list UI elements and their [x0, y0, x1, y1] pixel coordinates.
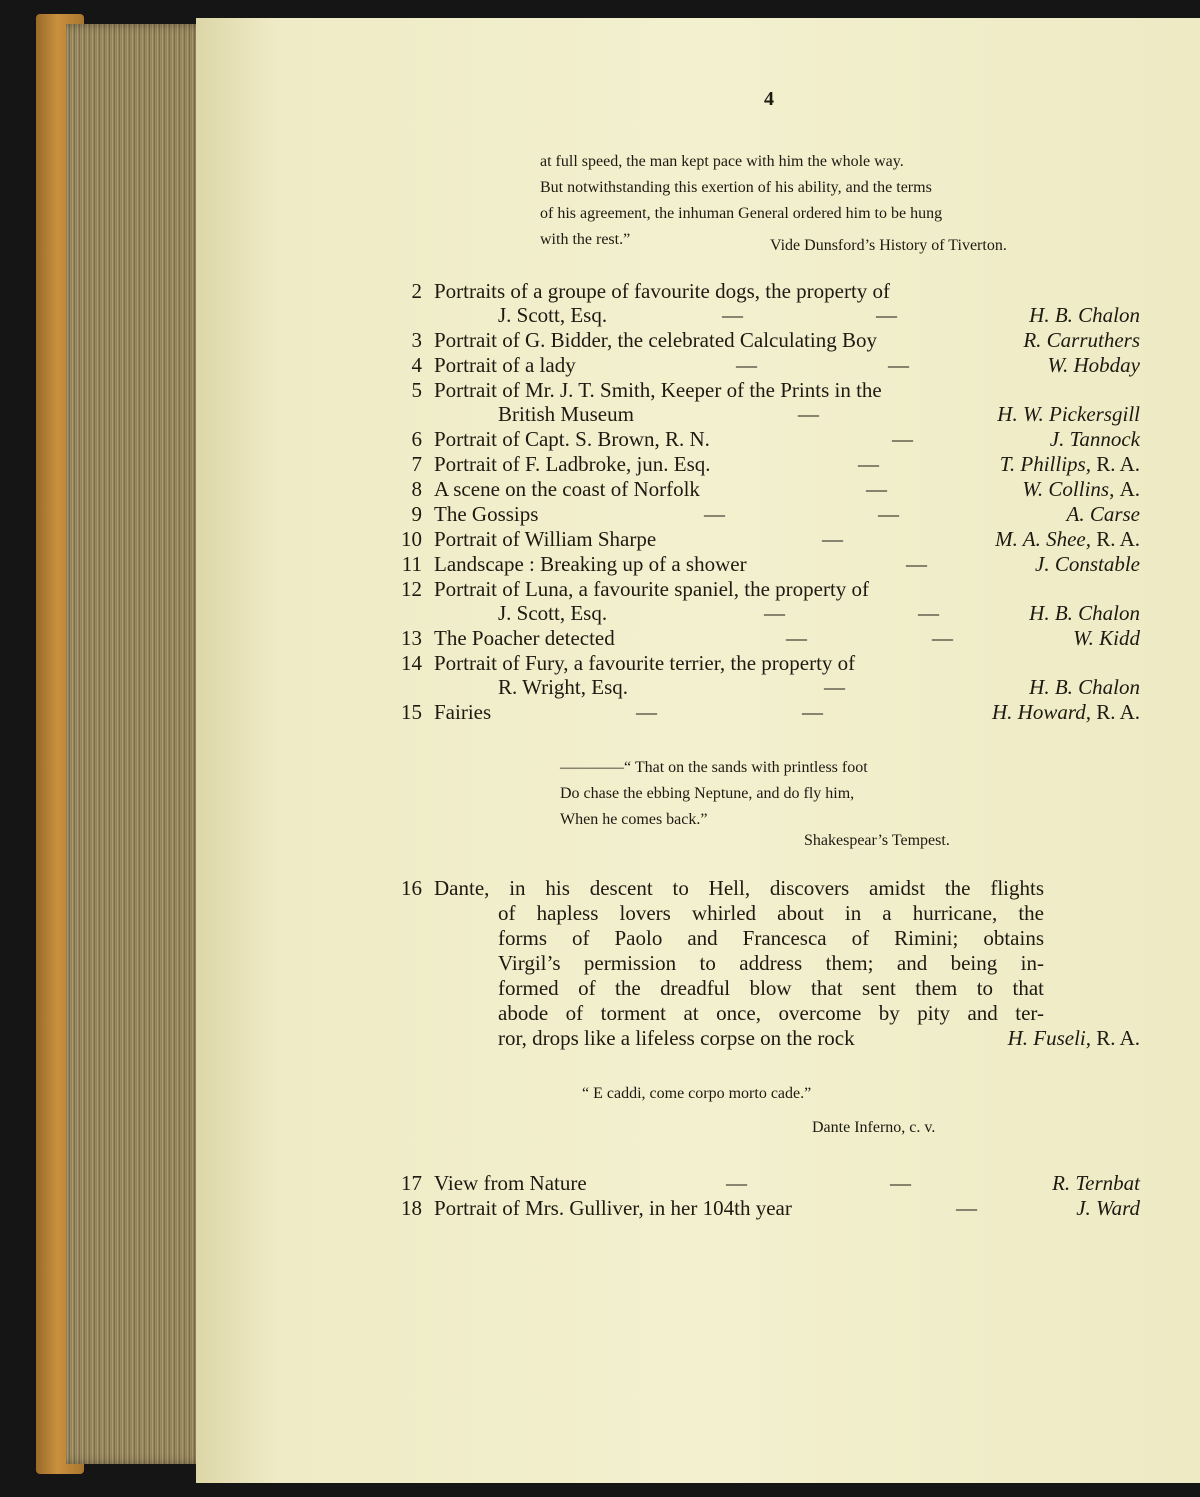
- entry-number: 11: [401, 552, 422, 576]
- entry-artist: A. Carse: [1066, 502, 1140, 526]
- catalogue-entry: [394, 328, 1140, 353]
- entry-description: [434, 876, 1044, 901]
- leader-dash: —: [888, 353, 909, 377]
- catalogue-entry: [394, 279, 1140, 304]
- catalogue-entry: [394, 452, 1140, 477]
- entry-number: 14: [401, 651, 422, 675]
- entry-title: Portrait of a lady: [434, 353, 576, 377]
- entry-number: 12: [401, 577, 422, 601]
- catalogue-entry-continued: [394, 402, 1140, 427]
- entry-title: Portrait of F. Ladbroke, jun. Esq.: [434, 452, 711, 476]
- catalogue-entry: [394, 1171, 1140, 1196]
- entry-description-line: forms of Paolo and Francesca of Rimini; obtains: [498, 926, 1044, 950]
- catalogue-entry-continued: [394, 1026, 1140, 1051]
- entry-title-continued: R. Wright, Esq.: [498, 675, 629, 699]
- entry-artist: J. Ward: [1076, 1196, 1140, 1220]
- entry-title: Portrait of G. Bidder, the celebrated Calculating Boy: [434, 328, 877, 352]
- leader-dash: —: [822, 527, 843, 551]
- entry-description-line: of hapless lovers whirled about in a hurricane, the: [498, 901, 1044, 925]
- entry-title: View from Nature: [434, 1171, 587, 1195]
- catalogue-entry: [394, 651, 1140, 676]
- leader-dash: —: [704, 502, 725, 526]
- quote-line: When he comes back.”: [560, 811, 708, 828]
- entry-title: Portrait of Mrs. Gulliver, in her 104th year: [434, 1196, 792, 1220]
- catalogue-entry-continued: [394, 303, 1140, 328]
- entry-artist: W. Kidd: [1073, 626, 1140, 650]
- entry-title: The Gossips: [434, 502, 539, 526]
- leader-dash: —: [878, 502, 899, 526]
- entry-number: 18: [401, 1196, 422, 1220]
- leader-dash: —: [764, 601, 785, 625]
- entry-artist: H. B. Chalon: [1029, 675, 1140, 699]
- leader-dash: —: [736, 353, 757, 377]
- entry-artist: J. Constable: [1035, 552, 1140, 576]
- entry-title: Portrait of Luna, a favourite spaniel, the property of: [434, 577, 870, 601]
- entry-number: 4: [411, 353, 422, 377]
- leader-dash: —: [858, 452, 879, 476]
- leader-dash: —: [726, 1171, 747, 1195]
- quote-line: ————“ That on the sands with printless foot: [560, 759, 868, 776]
- entry-number: 10: [401, 527, 422, 551]
- entry-number: 3: [411, 328, 422, 352]
- entry-title: Portraits of a groupe of favourite dogs, the property of: [434, 279, 891, 303]
- entry-artist: H. B. Chalon: [1029, 601, 1140, 625]
- entry-number: 5: [411, 378, 422, 402]
- entry-title: Landscape : Breaking up of a shower: [434, 552, 747, 576]
- quote-line: at full speed, the man kept pace with him the whole way.: [540, 153, 904, 170]
- entry-artist: W. Collins, A.: [1022, 477, 1140, 501]
- entry-title-continued: British Museum: [498, 402, 634, 426]
- catalogue-entry: [394, 477, 1140, 502]
- entry-artist: J. Tannock: [1049, 427, 1140, 451]
- catalogue-page: [196, 18, 1200, 1483]
- entry-artist: H. Fuseli, R. A.: [1007, 1026, 1140, 1050]
- entry-number: 6: [411, 427, 422, 451]
- entry-title: Portrait of Mr. J. T. Smith, Keeper of the Prints in the: [434, 378, 882, 402]
- entry-number: 9: [411, 502, 422, 526]
- entry-artist: T. Phillips, R. A.: [999, 452, 1140, 476]
- entry-number: 7: [411, 452, 422, 476]
- page-edges: [66, 24, 206, 1464]
- quote-line: But notwithstanding this exertion of his ability, and the terms: [540, 179, 932, 196]
- leader-dash: —: [722, 303, 743, 327]
- entry-description: [498, 901, 1044, 1026]
- catalogue-entry: [394, 626, 1140, 651]
- catalogue-entry: [394, 378, 1140, 403]
- entry-artist: H. W. Pickersgill: [997, 402, 1140, 426]
- entry-title: Portrait of Fury, a favourite terrier, the property of: [434, 651, 856, 675]
- quote-source: Vide Dunsford’s History of Tiverton.: [770, 237, 1007, 254]
- quote-source: Shakespear’s Tempest.: [804, 832, 950, 849]
- quote-line: Do chase the ebbing Neptune, and do fly him,: [560, 785, 855, 802]
- entry-number: 17: [401, 1171, 422, 1195]
- leader-dash: —: [636, 700, 657, 724]
- leader-dash: —: [866, 477, 887, 501]
- quote-line: of his agreement, the inhuman General ordered him to be hung: [540, 205, 943, 222]
- entry-description-line: abode of torment at once, overcome by pity and ter-: [498, 1001, 1044, 1025]
- entry-number: 13: [401, 626, 422, 650]
- entry-artist: W. Hobday: [1047, 353, 1140, 377]
- entry-description-line: Virgil’s permission to address them; and being in-: [498, 951, 1044, 975]
- entry-description-line: formed of the dreadful blow that sent them to that: [498, 976, 1044, 1000]
- entry-number: 16: [401, 876, 422, 900]
- leader-dash: —: [892, 427, 913, 451]
- catalogue-entry: [394, 552, 1140, 577]
- quote-source: Dante Inferno, c. v.: [812, 1119, 936, 1136]
- leader-dash: —: [918, 601, 939, 625]
- entry-title: The Poacher detected: [434, 626, 615, 650]
- leader-dash: —: [932, 626, 953, 650]
- entry-artist: H. Howard, R. A.: [992, 700, 1140, 724]
- catalogue-entry: [394, 700, 1140, 725]
- leader-dash: —: [956, 1196, 977, 1220]
- entry-title: A scene on the coast of Norfolk: [434, 477, 700, 501]
- leader-dash: —: [786, 626, 807, 650]
- page-number: 4: [764, 88, 774, 110]
- catalogue-entry: [394, 427, 1140, 452]
- entry-title-continued: J. Scott, Esq.: [498, 601, 608, 625]
- leader-dash: —: [876, 303, 897, 327]
- leader-dash: —: [890, 1171, 911, 1195]
- entry-title: Portrait of Capt. S. Brown, R. N.: [434, 427, 710, 451]
- entry-description-line: Dante, in his descent to Hell, discovers amidst the flights: [434, 876, 1044, 900]
- entry-title: Fairies: [434, 700, 492, 724]
- leader-dash: —: [802, 700, 823, 724]
- catalogue-entry-continued: [394, 601, 1140, 626]
- leader-dash: —: [906, 552, 927, 576]
- entry-artist: M. A. Shee, R. A.: [995, 527, 1140, 551]
- leader-dash: —: [798, 402, 819, 426]
- entry-number: 8: [411, 477, 422, 501]
- catalogue-entry: [394, 502, 1140, 527]
- catalogue-entry: [394, 1196, 1140, 1221]
- entry-artist: H. B. Chalon: [1029, 303, 1140, 327]
- dante-quote: “ E caddi, come corpo morto cade.”: [582, 1085, 812, 1102]
- leader-dash: —: [824, 675, 845, 699]
- entry-artist: R. Ternbat: [1052, 1171, 1140, 1195]
- catalogue-entry: [394, 577, 1140, 602]
- quote-line: with the rest.”: [540, 231, 631, 248]
- entry-artist: R. Carruthers: [1023, 328, 1140, 352]
- entry-number: 15: [401, 700, 422, 724]
- entry-title-continued: J. Scott, Esq.: [498, 303, 608, 327]
- catalogue-entry: [394, 353, 1140, 378]
- entry-description-line: ror, drops like a lifeless corpse on the rock: [498, 1026, 855, 1050]
- entry-title: Portrait of William Sharpe: [434, 527, 657, 551]
- catalogue-entry: [394, 527, 1140, 552]
- tempest-quote: [560, 755, 868, 833]
- catalogue-entry-continued: [394, 675, 1140, 700]
- entry-number: 2: [411, 279, 422, 303]
